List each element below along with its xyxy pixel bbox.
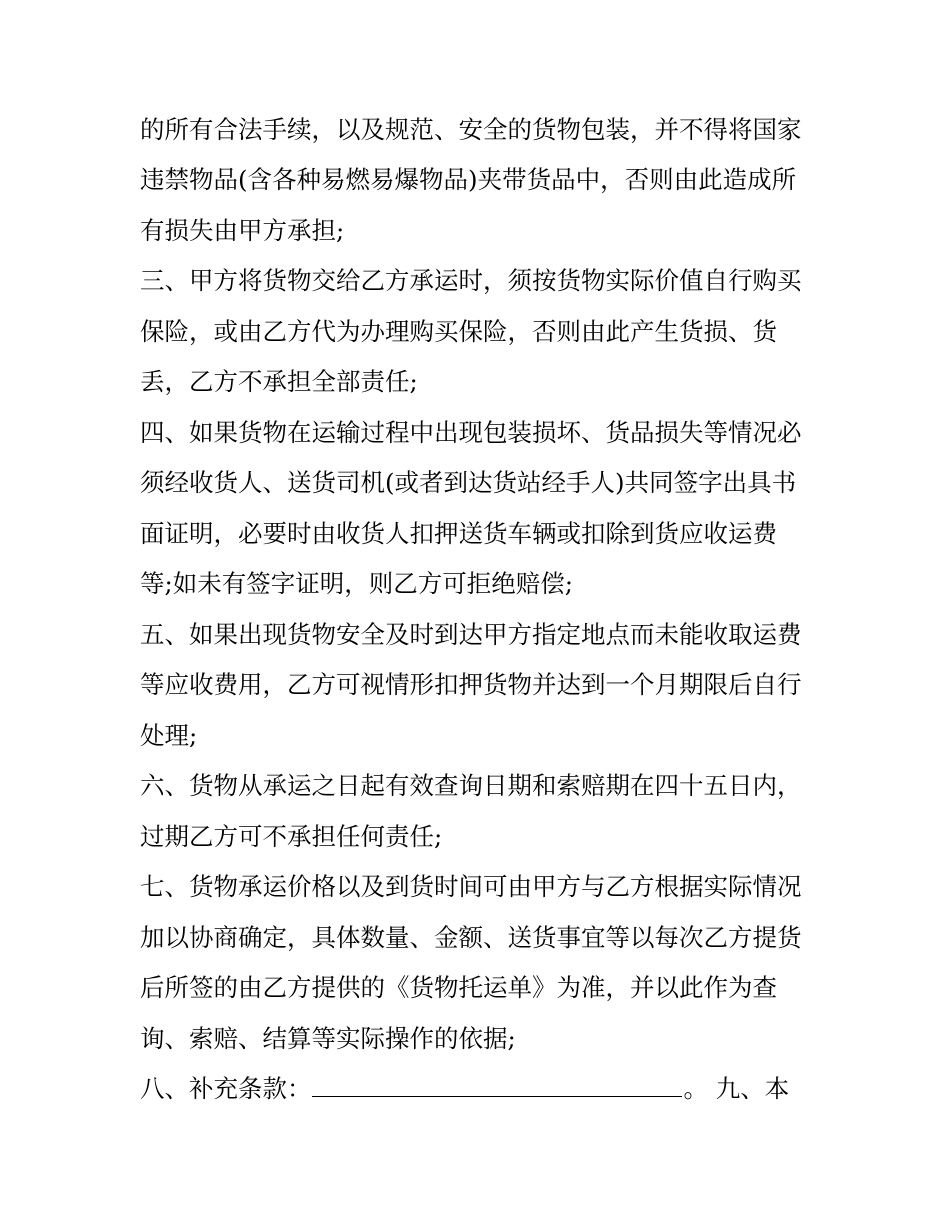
paragraph-line: 七、货物承运价格以及到货时间可由甲方与乙方根据实际情况 [140, 872, 802, 901]
paragraph-line: 处理; [140, 721, 198, 750]
paragraph-line: 有损失由甲方承担; [140, 216, 345, 245]
paragraph-line: 保险，或由乙方代为办理购买保险，否则由此产生货损、货 [140, 317, 777, 346]
paragraph-line: 询、索赔、结算等实际操作的依据; [140, 1024, 516, 1053]
paragraph-line: 加以协商确定，具体数量、金额、送货事宜等以每次乙方提货 [140, 923, 802, 952]
paragraph-line: 后所签的由乙方提供的《货物托运单》为准，并以此作为查 [140, 973, 777, 1002]
fill-in-blank [312, 1074, 682, 1097]
paragraph-line: 过期乙方可不承担任何责任; [140, 822, 443, 851]
paragraph-line: 违禁物品(含各种易燃易爆物品)夹带货品中，否则由此造成所 [140, 165, 797, 194]
clause-suffix: 。 九、本 [683, 1074, 790, 1103]
paragraph-line: 面证明，必要时由收货人扣押送货车辆或扣除到货应收运费 [140, 519, 777, 548]
paragraph-line: 四、如果货物在运输过程中出现包装损坏、货品损失等情况必 [140, 418, 802, 447]
paragraph-line: 等应收费用，乙方可视情形扣押货物并达到一个月期限后自行 [140, 670, 802, 699]
paragraph-line: 须经收货人、送货司机(或者到达货站经手人)共同签字出具书 [140, 468, 797, 497]
paragraph-line: 的所有合法手续，以及规范、安全的货物包装，并不得将国家 [140, 115, 802, 144]
paragraph-line: 等;如未有签字证明，则乙方可拒绝赔偿; [140, 569, 574, 598]
clause-prefix: 八、补充条款： [140, 1074, 312, 1103]
paragraph-line: 五、如果出现货物安全及时到达甲方指定地点而未能收取运费 [140, 620, 802, 649]
paragraph-line: 丢，乙方不承担全部责任; [140, 367, 418, 396]
paragraph-line: 六、货物从承运之日起有效查询日期和索赔期在四十五日内， [140, 771, 802, 800]
paragraph-line: 三、甲方将货物交给乙方承运时，须按货物实际价值自行购买 [140, 266, 802, 295]
supplementary-clause-line [140, 1074, 789, 1104]
